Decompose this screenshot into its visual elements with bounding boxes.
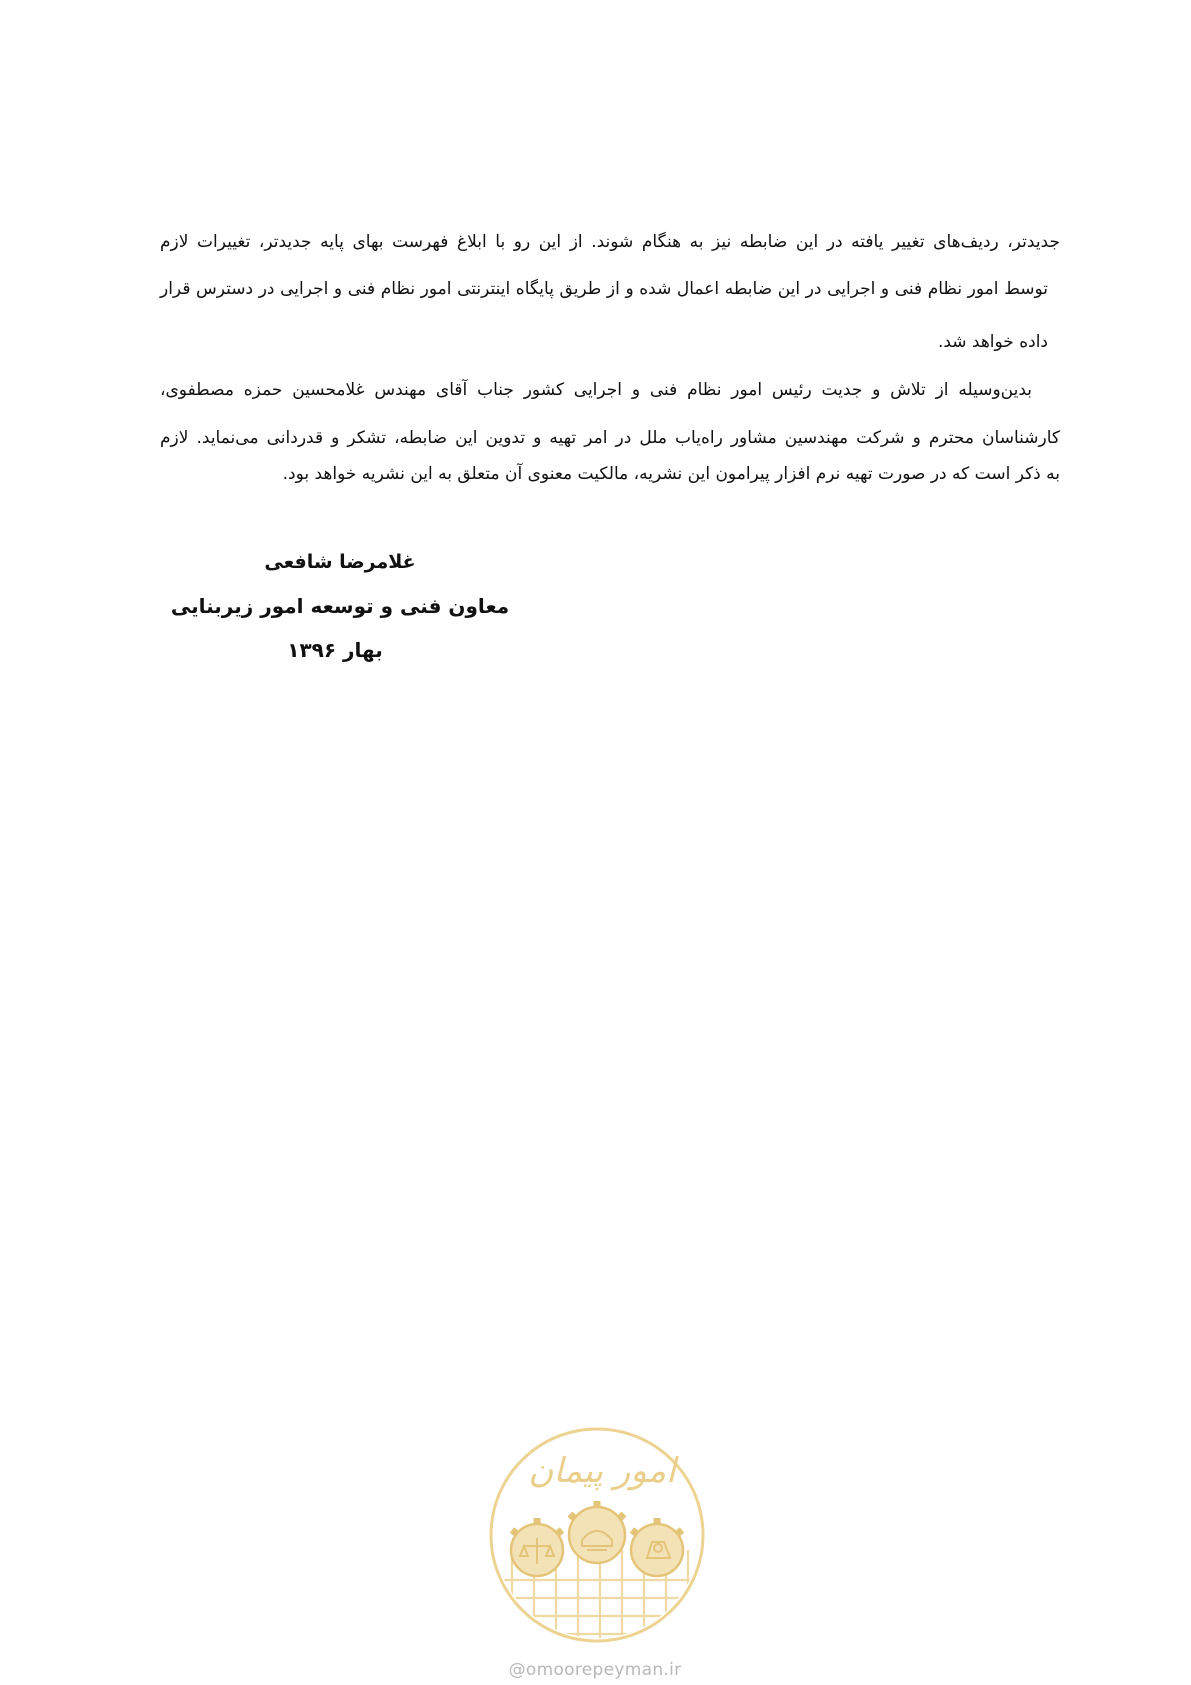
paragraph-line: توسط امور نظام فنی و اجرایی در این ضابطه اعمال شده و از طریق پایگاه اینترنتی امور نظام فنی و اجرایی در دسترس قرار (160, 279, 1048, 299)
at-icon: @ (508, 1660, 526, 1680)
logo-text: امور پیمان (528, 1451, 676, 1491)
paragraph-line: بدین‌وسیله از تلاش و جدیت رئیس امور نظام فنی و اجرایی کشور جناب آقای مهندس غلامحسین حمزه مصطفوی، (160, 380, 1032, 400)
signature-name: غلامرضا شافعی (264, 551, 416, 573)
site-url (480, 1660, 710, 1680)
paragraph-line: داده خواهد شد. (937, 332, 1048, 352)
signature-date: بهار ۱۳۹۶ (287, 638, 383, 662)
signature-title: معاون فنی و توسعه امور زیربنایی (170, 594, 510, 618)
paragraph-line: جدیدتر، ردیف‌های تغییر یافته در این ضابطه نیز به هنگام شوند. از این رو با ابلاغ فهرست بهای پایه جدیدتر، تغییرات لازم (160, 232, 1060, 252)
paragraph-2 (160, 378, 1060, 498)
omoorepeyman-logo-icon (482, 1420, 712, 1650)
paragraph-line: به ذکر است که در صورت تهیه نرم افزار پیرامون این نشریه، مالکیت معنوی آن متعلق به این نشریه خواهد بود. (282, 464, 1060, 484)
site-url-text: omoorepeyman.ir (525, 1660, 682, 1680)
paragraph-1 (160, 230, 1060, 360)
paragraph-line: کارشناسان محترم و شرکت مهندسین مشاور راه‌یاب ملل در امر تهیه و تدوین این ضابطه، تشکر و قدردانی می‌نماید. لازم (160, 428, 1060, 448)
